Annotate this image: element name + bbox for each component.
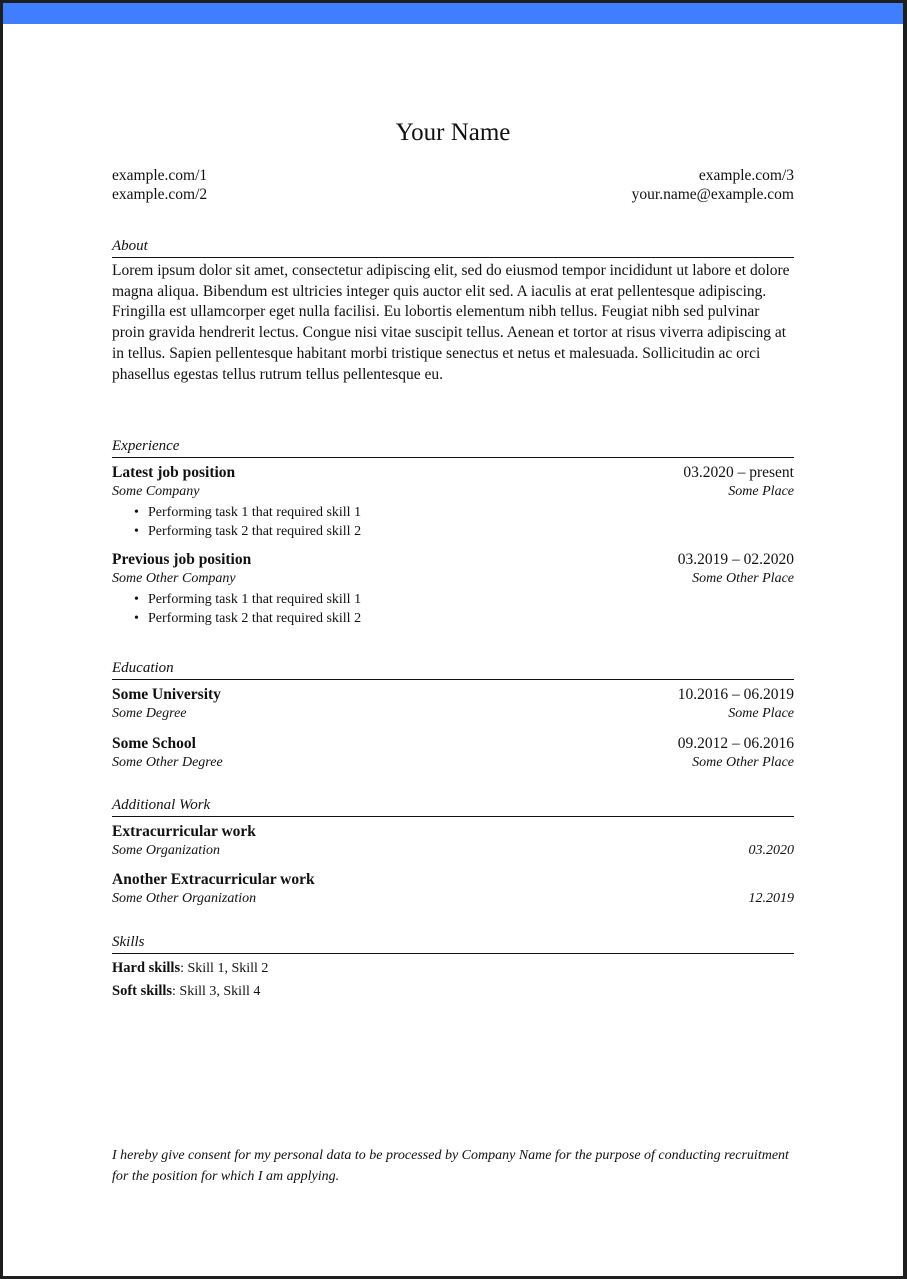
section-heading: Experience	[112, 437, 794, 458]
work-title: Another Extracurricular work	[112, 871, 315, 888]
links-right	[632, 166, 794, 204]
section-heading: Education	[112, 659, 794, 680]
hard-skills-list: : Skill 1, Skill 2	[180, 961, 269, 976]
task: • Performing task 1 that required skill 1	[148, 590, 794, 609]
organization: Some Other Organization	[112, 891, 257, 906]
soft-skills-list: : Skill 3, Skill 4	[172, 984, 261, 999]
additional-work-section	[112, 796, 794, 909]
work-entry	[112, 822, 794, 861]
top-accent-bar	[3, 3, 903, 24]
soft-skills-label: Soft skills	[112, 983, 173, 999]
edu-dates: 10.2016 – 06.2019	[677, 686, 794, 703]
hard-skills	[112, 958, 794, 979]
consent-clause: I hereby give consent for my personal data to be processed by Company Name for the purpose of conducting recruitment for the position for which I am applying.	[112, 1148, 789, 1184]
about-section	[112, 237, 794, 385]
school-name: Some School	[112, 735, 196, 752]
school-name: Some University	[112, 686, 221, 703]
hard-skills-label: Hard skills	[112, 960, 181, 976]
job-dates: 03.2019 – 02.2020	[677, 551, 794, 568]
resume-page	[3, 3, 903, 1276]
job-dates: 03.2020 – present	[683, 464, 794, 481]
task: • Performing task 2 that required skill 2	[148, 609, 794, 628]
about-text: Lorem ipsum dolor sit amet, consectetur adipiscing elit, sed do eiusmod tempor incididunt ut labore et dolore magna aliqua. Bibendum est ultricies integer quis auctor elit sed. A iaculis at erat pellentesque adipiscing. Fringilla est ullamcorper eget nulla facilisi. Eu lobortis elementum nibh tellus. Feugiat nibh sed pulvinar proin gravida hendrerit lectus. Congue nisi vitae suscipit tellus. Aenean et tortor at risus viverra adipiscing at in tellus. Sapien pellentesque habitant morbi tristique senectus et netus et malesuada. Sollicitudin ac orci phasellus egestas tellus rutrum tellus pellentesque eu.	[112, 262, 790, 383]
work-title: Extracurricular work	[112, 823, 256, 840]
company: Some Company	[112, 484, 200, 499]
place: Some Place	[728, 706, 794, 721]
place: Some Place	[728, 484, 794, 499]
education-section	[112, 659, 794, 773]
name-heading: Your Name	[395, 119, 511, 146]
place: Some Other Place	[692, 571, 794, 586]
education-entry	[112, 685, 794, 724]
email-link[interactable]: your.name@example.com	[631, 186, 794, 203]
work-date: 03.2020	[748, 843, 794, 858]
company: Some Other Company	[112, 571, 236, 586]
experience-section	[112, 437, 794, 628]
edu-dates: 09.2012 – 06.2016	[677, 735, 794, 752]
section-heading: Skills	[112, 933, 794, 954]
work-entry	[112, 870, 794, 909]
job-entry	[112, 550, 794, 628]
section-heading: Additional Work	[112, 796, 794, 817]
place: Some Other Place	[692, 755, 794, 770]
link-1[interactable]: example.com/1	[112, 167, 208, 184]
degree: Some Other Degree	[112, 755, 223, 770]
work-date: 12.2019	[748, 891, 794, 906]
links-left	[112, 166, 207, 204]
link-2[interactable]: example.com/2	[112, 186, 208, 203]
job-entry	[112, 463, 794, 541]
education-entry	[112, 734, 794, 773]
organization: Some Organization	[112, 843, 220, 858]
link-3[interactable]: example.com/3	[698, 167, 794, 184]
job-title: Previous job position	[112, 551, 252, 568]
skills-section	[112, 933, 794, 1002]
job-title: Latest job position	[112, 464, 236, 481]
soft-skills	[112, 981, 794, 1002]
degree: Some Degree	[112, 706, 187, 721]
section-heading: About	[112, 237, 794, 258]
task: • Performing task 1 that required skill 1	[148, 503, 794, 522]
task: • Performing task 2 that required skill 2	[148, 522, 794, 541]
